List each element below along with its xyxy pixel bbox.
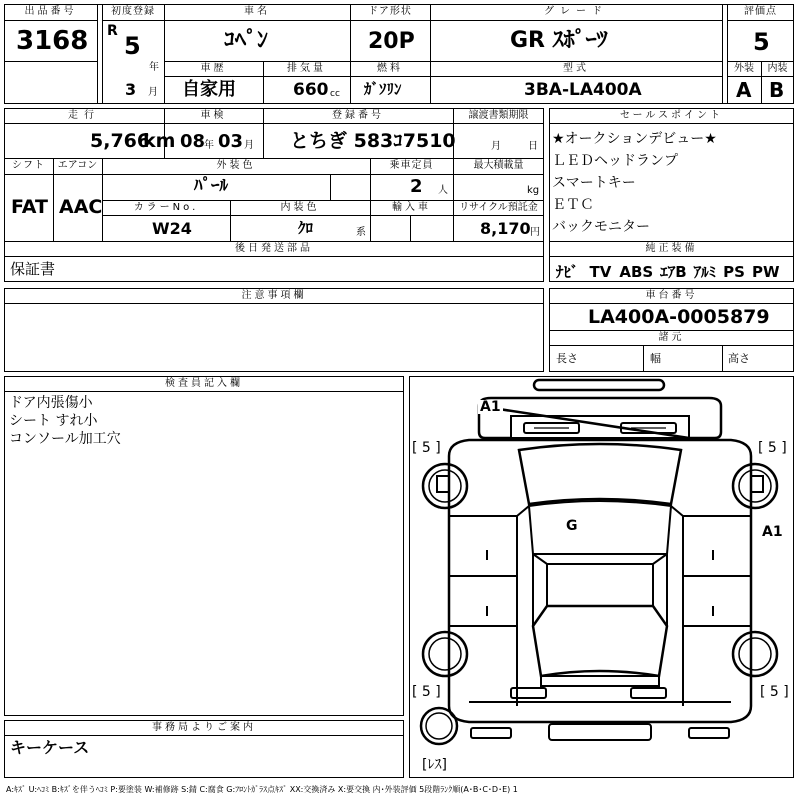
equipment-label: 純正装備 <box>645 243 698 254</box>
sales-point: ＬＥＤヘッドランプ <box>552 153 678 169</box>
ext-color-label: 外装色 <box>216 160 256 171</box>
plate-value: とちぎ 583ｺ7510 <box>290 130 456 152</box>
color-no-value: W24 <box>152 219 192 238</box>
tire-rear-right: [ 5 ] <box>760 684 789 700</box>
displacement-value: 660 <box>293 80 329 100</box>
sales-point: スマートキー <box>552 175 636 191</box>
equipment-item: ﾅﾋﾞ <box>556 263 579 281</box>
fuel-label: 燃料 <box>377 63 403 74</box>
tire-rear-left: [ 5 ] <box>412 684 441 700</box>
displacement-label: 排気量 <box>287 63 326 74</box>
dimensions-label: 諸元 <box>658 332 685 343</box>
tire-front-right: [ 5 ] <box>758 440 787 456</box>
inspection-label: 車検 <box>200 110 227 121</box>
equipment-item: ｴｱB <box>660 263 687 281</box>
grade-label: グレード <box>544 6 608 17</box>
inspection-month-unit: 月 <box>244 140 254 151</box>
inspector-note: コンソール加工穴 <box>9 431 121 447</box>
door-type-label: ドア形状 <box>368 6 412 17</box>
mileage-label: 走行 <box>68 110 100 121</box>
equipment-item: ABS <box>619 263 654 281</box>
spare-tire-label: [ﾚｽ] <box>422 757 447 773</box>
sales-points-list <box>552 128 717 238</box>
later-parts-value: 保証書 <box>10 260 56 278</box>
equipment-item: PS <box>723 263 745 281</box>
recycle-value: 8,170 <box>480 219 531 238</box>
width-label: 幅 <box>650 352 661 365</box>
sales-points-label: セールスポイント <box>619 110 724 121</box>
tire-front-left: [ 5 ] <box>412 440 441 456</box>
month-unit: 月 <box>148 87 158 98</box>
inspector-notes <box>9 394 121 448</box>
first-reg-label: 初度登録 <box>111 6 155 17</box>
capacity-label: 乗車定員 <box>389 160 434 171</box>
inspection-month: 03 <box>218 131 244 152</box>
import-label: 輸入車 <box>392 202 431 213</box>
transfer-month-unit: 月 <box>491 141 501 152</box>
grade-value: GR ｽﾎﾟｰﾂ <box>510 28 608 53</box>
aircon-value: AAC <box>59 196 103 218</box>
max-load-unit: kg <box>527 185 540 196</box>
int-color-value: ｸﾛ <box>298 219 314 237</box>
car-diagram <box>409 376 794 778</box>
sales-point: ★オークションデビュー★ <box>552 131 717 147</box>
height-label: 高さ <box>728 352 750 365</box>
office-note: キーケース <box>10 738 90 757</box>
length-label: 長さ <box>556 352 578 365</box>
interior-grade: B <box>769 78 785 102</box>
lot-number: 3168 <box>16 26 89 56</box>
int-color-label: 内装色 <box>280 202 320 213</box>
office-label: 事務局よりご案内 <box>152 722 256 733</box>
mileage-value: 5,766 <box>90 130 151 152</box>
inspector-note: ドア内張傷小 <box>9 395 93 411</box>
remarks-label: 注意事項欄 <box>241 290 307 301</box>
shift-label: シフト <box>12 160 45 171</box>
equipment-item: ｱﾙﾐ <box>693 263 717 281</box>
recycle-label: リサイクル預託金 <box>459 202 538 213</box>
score-label: 評価点 <box>744 6 777 17</box>
roof-glass-mark: G <box>566 518 578 534</box>
chassis-no-label: 車台番号 <box>645 290 698 301</box>
capacity-value: 2 <box>410 176 423 197</box>
equipment-item: TV <box>589 263 612 281</box>
model-code-value: 3BA-LA400A <box>524 80 642 100</box>
era-mark: R <box>107 23 118 39</box>
history-label: 車歴 <box>200 63 227 74</box>
year-unit: 年 <box>149 62 159 73</box>
transfer-day-unit: 日 <box>528 141 538 152</box>
max-load-label: 最大積載量 <box>473 160 524 171</box>
ext-color-value: ﾊﾟｰﾙ <box>194 176 228 196</box>
reg-month: 3 <box>125 80 137 99</box>
history-value: 自家用 <box>182 79 236 100</box>
later-parts-label: 後日発送部品 <box>235 243 313 254</box>
door-type: 20P <box>368 29 415 54</box>
shift-value: FAT <box>11 196 48 218</box>
capacity-unit: 人 <box>438 185 448 196</box>
model-code-label: 型式 <box>563 63 589 74</box>
sales-point: バックモニター <box>552 219 650 235</box>
equipment-item: PW <box>751 263 780 281</box>
score-value: 5 <box>753 28 770 56</box>
inspection-year: 08 <box>180 131 206 152</box>
lot-no-label: 出品番号 <box>24 6 77 17</box>
recycle-unit: 円 <box>530 227 540 238</box>
color-no-label: カラーNo. <box>133 202 199 213</box>
exterior-grade: A <box>736 78 752 102</box>
inspector-label: 検査員記入欄 <box>165 378 243 389</box>
car-name-label: 車名 <box>244 6 270 17</box>
interior-label: 内装 <box>767 63 788 74</box>
int-color-unit: 系 <box>356 227 366 238</box>
exterior-label: 外装 <box>734 63 754 74</box>
reg-year: 5 <box>124 32 141 60</box>
fuel-value: ｶﾞｿﾘﾝ <box>364 80 402 98</box>
aircon-label: エアコン <box>57 160 98 171</box>
equipment-list <box>556 261 780 282</box>
inspection-year-unit: 年 <box>204 140 214 151</box>
side-damage-mark: A1 <box>762 524 783 540</box>
front-damage-mark: A1 <box>480 399 501 415</box>
plate-label: 登録番号 <box>332 110 384 121</box>
chassis-no-value: LA400A-0005879 <box>588 306 770 328</box>
transfer-doc-label: 譲渡書類期限 <box>468 110 529 121</box>
inspector-note: シート すれ小 <box>9 413 98 429</box>
sales-point: ＥＴＣ <box>552 197 594 213</box>
car-name: ｺﾍﾟﾝ <box>224 28 269 53</box>
displacement-unit: cc <box>330 89 340 99</box>
mileage-unit: km <box>143 130 176 152</box>
legend-text: A:ｷｽﾞ U:ﾍｺﾐ B:ｷｽﾞを伴うﾍｺﾐ P:要塗装 W:補修跡 S:錆 C:腐食 G:ﾌﾛﾝﾄｶﾞﾗｽ点ｷｽﾞ XX:交換済み X:要交換 内･外装評価 5段階ﾗﾝｸ順(A･B･C･D･E) 1 <box>6 785 518 794</box>
